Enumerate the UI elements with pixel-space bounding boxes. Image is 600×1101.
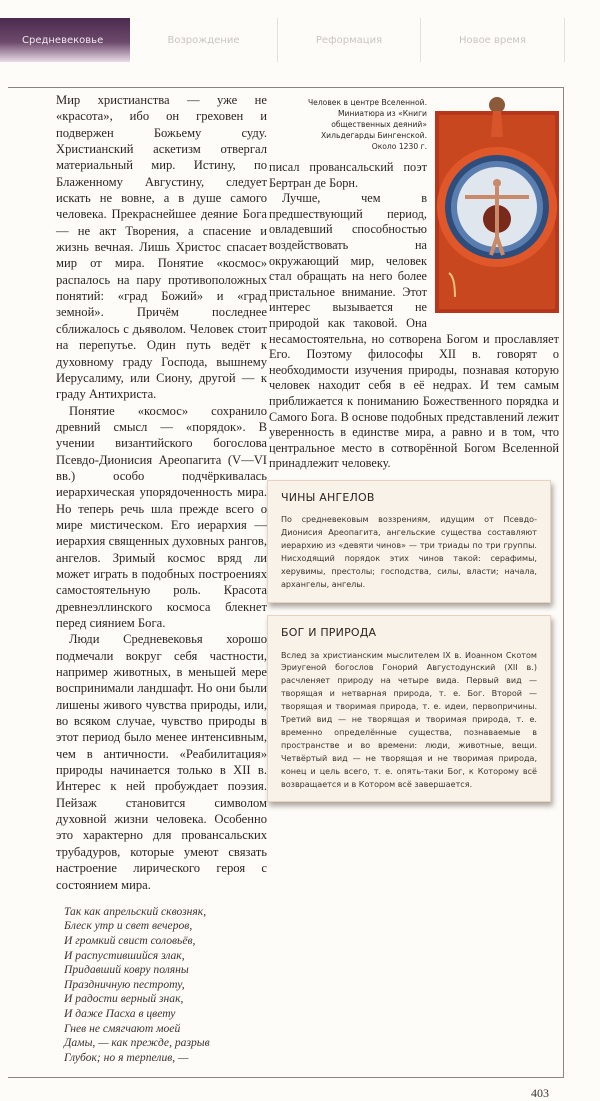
sidebar-box-god-and-nature [267,615,551,803]
poem-line: Так как апрельский сквозняк, [64,904,207,918]
poem-line: Придавший ковру поляны [64,963,189,977]
tab-label: Новое время [459,34,526,46]
tab-renaissance[interactable] [130,18,278,62]
caption-line: Хильдегарды Бингенской. [320,131,427,140]
caption-line: Миниатюра из «Книги [338,109,427,118]
poem-line: Дамы, — как прежде, разрыв [64,1036,210,1050]
sidebar-box-angel-ranks [267,480,551,603]
body-paragraph: Лучше, чем в предшествующий период, овладевший способностью воздействовать на окружающий мир, человек стал обращать на него более пристальное внимание. Этот интерес вызывается не природой как таковой. Она несамостоятельна, но сотворена Богом и прославляет Его. Поэтому философы XII в. говорят о необходимости изучения природы, познавая которую человек находит себя в её недрах. И тем самым приближается к пониманию Божественного порядка и Самого Бога. В основе подобных представлений лежит уверенность в единстве мира, а равно и в том, что центральное место в сотворённой Богом Вселенной принадлежит человеку. [269,191,559,471]
sidebar-title: БОГ И ПРИРОДА [281,625,377,639]
tab-label: Возрождение [167,34,240,46]
page-number: 403 [531,1086,549,1101]
tab-middle-ages[interactable] [0,18,130,62]
tab-reformation[interactable] [278,18,421,62]
body-paragraph: писал провансальский поэт Бертран де Борн. [269,160,427,190]
sidebar-title: ЧИНЫ АНГЕЛОВ [281,490,375,504]
right-column [269,86,559,802]
miniature-image [435,97,559,313]
tab-label: Реформация [315,34,383,46]
poem-line: И даже Пасха в цвету [64,1007,176,1020]
left-column [56,92,267,1065]
caption-line: Около 1230 г. [371,142,427,151]
sidebar-text: По средневековым воззрениям, идущим от Псевдо-Дионисия Ареопагита, ангельские существа составляют иерархию из «девяти чинов» — три триады по три группы. Нисходящий порядок этих чинов такой: серафимы, херувимы, престолы; господства, силы, власти; начала, архангелы, ангелы. [281,515,537,589]
body-paragraph: Люди Средневековья хорошо подмечали вокруг себя частности, например животных, в меньшей мере воспринимали ландшафт. Но они были лишены живого чувства природы, или, во всяком случае, чувство природы в этот период было менее интенсивным, чем в античности. «Реабилитация» природы начинается только в XII в. Интерес к ней пробуждает поэзия. Пейзаж становится символом духовной жизни человека. Особенно это характерно для провансальских трубадуров, которые умеют связать настроение лирического героя с состоянием мира. [56,632,267,892]
poem-line: Гнев не смягчают моей [64,1021,181,1035]
poem-line: Праздничную пестроту, [64,977,185,991]
body-paragraph: Мир христианства — уже не «красота», ибо он греховен и подвержен Божьему суду. Христианский аскетизм отвергал материальный мир. Истину, по Блаженному Августину, следует искать не вовне, а в душе самого человека. Прекраснейшее деяние Бога — не акт Творения, а спасение и жизнь вечная. Лишь Христос спасает мир от мира. Понятие «космос» распалось на пару противоположных понятий: «град Божий» и «град земной». Причём последнее сближалось с дьяволом. Человек стоит на перепутье. Один путь ведёт к духовному граду Господа, вышнему Иерусалиму, или Сиону, другой — к граду Антихриста. [56,93,267,402]
poem-line: И радости верный знак, [64,992,184,1006]
page-frame [8,87,564,1101]
poem-quote [56,905,267,1066]
poem-line: И громкий свист соловьёв, [64,934,196,948]
sidebar-text: Вслед за христианским мыслителем IX в. Иоанном Скотом Эриугеной богослов Гонорий Августодунский (XII в.) расчленяет природу на четыре вида. Первый вид — творящая и нетварная природа, т. е. Бог. Второй — творящая и творимая природа, т. е. идеи, первопричины. Третий вид — не творящая и творимая природа, т. е. временно определённые существа, познаваемые в пространстве и во времени: люди, животные, вещи. Четвёртый вид — не творящая и не творимая природа, конец и цель всего, т. е. опять-таки Бог, к Которому всё возвращается и в Котором всё завершается. [281,650,537,789]
tab-modern-times[interactable] [421,18,565,62]
caption-line: Человек в центре Вселенной. [307,98,427,107]
miniature-illustration [435,97,559,313]
tab-label: Средневековье [22,34,104,46]
section-tabs [0,18,600,62]
right-text-block [269,97,559,472]
caption-line: общественных деяний» [331,120,427,129]
body-paragraph: Понятие «космос» сохранило древний смысл — «порядок». В учении византийского богослова Псевдо-Дионисия Ареопагита (V—VI вв.) особо подчёркивалась иерархическая упорядоченность мира. Но теперь речь шла прежде всего о мире мистическом. Его иерархия — иерархия священных духовных рангов, ангелов. Зримый космос вряд ли может играть в подобных построениях самостоятельную роль. Красота древнеэллинского космоса блекнет перед сиянием Бога. [56,403,267,630]
poem-line: Глубок; но я терпелив, — [64,1050,189,1064]
poem-line: Блеск утр и свет вечеров, [64,919,193,933]
poem-line: И распустившийся злак, [64,948,185,962]
